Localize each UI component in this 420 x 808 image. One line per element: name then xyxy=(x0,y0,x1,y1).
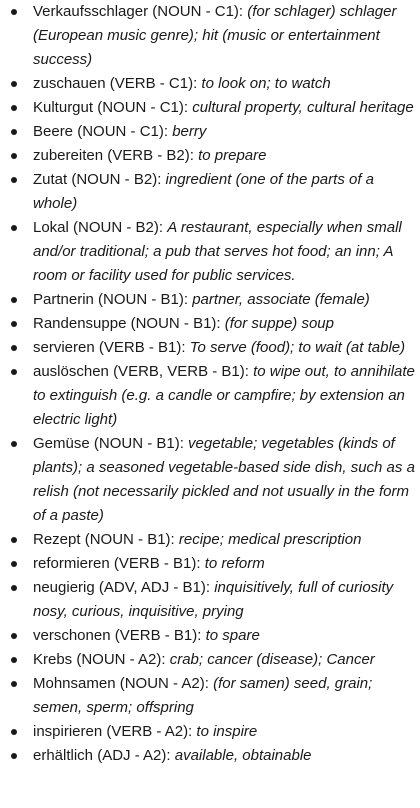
list-item xyxy=(0,576,420,624)
bullet-icon xyxy=(11,153,17,159)
entry-word: servieren xyxy=(33,339,95,356)
entry-info: (VERB, VERB - B1): xyxy=(113,363,249,380)
entry-definition: berry xyxy=(172,123,207,140)
entry-word: Lokal xyxy=(33,219,69,236)
entry-word: erhältlich xyxy=(33,747,94,764)
entry-definition: to spare xyxy=(205,627,260,644)
bullet-icon xyxy=(11,681,17,687)
entry-word: Partnerin xyxy=(33,291,94,308)
entry-definition: available, obtainable xyxy=(174,747,312,764)
entry-word: Rezept xyxy=(33,531,81,548)
list-item xyxy=(0,720,420,744)
bullet-icon xyxy=(11,729,17,735)
bullet-icon xyxy=(11,177,17,183)
entry-word: Gemüse xyxy=(33,435,90,452)
list-item xyxy=(0,0,420,72)
entry-definition: vegetable; vegetables (kinds of plants); a seasoned vegetable-based side dish, such as a relish (not necessarily pickled and not usually in the form of a paste) xyxy=(33,435,415,524)
list-item xyxy=(0,120,420,144)
entry-info: (NOUN - B2): xyxy=(71,171,162,188)
entry-definition: cultural property, cultural heritage xyxy=(192,99,414,116)
entry-info: (ADV, ADJ - B1): xyxy=(98,579,211,596)
entry-word: inspirieren xyxy=(33,723,103,740)
entry-definition: to look on; to watch xyxy=(201,75,331,92)
entry-definition: to wipe out, to annihilate to extinguish (e.g. a candle or campfire; by extension an electric light) xyxy=(33,363,415,428)
entry-word: neugierig xyxy=(33,579,95,596)
entry-info: (ADJ - A2): xyxy=(97,747,171,764)
list-item xyxy=(0,648,420,672)
bullet-icon xyxy=(11,633,17,639)
entry-info: (NOUN - B1): xyxy=(98,291,189,308)
entry-word: Randensuppe xyxy=(33,315,127,332)
list-item xyxy=(0,744,420,768)
entry-word: Zutat xyxy=(33,171,68,188)
list-item xyxy=(0,168,420,216)
entry-info: (VERB - B1): xyxy=(98,339,186,356)
entry-info: (NOUN - B2): xyxy=(73,219,164,236)
bullet-icon xyxy=(11,9,17,15)
list-item xyxy=(0,288,420,312)
entry-info: (VERB - A2): xyxy=(106,723,193,740)
entry-word: Beere xyxy=(33,123,74,140)
list-item xyxy=(0,96,420,120)
bullet-icon xyxy=(11,753,17,759)
entry-definition: partner, associate (female) xyxy=(192,291,370,308)
entry-definition: A restaurant, especially when small and/or traditional; a pub that serves hot food; an inn; A room or facility used for public services. xyxy=(33,219,402,284)
list-item xyxy=(0,672,420,720)
entry-word: Kulturgut xyxy=(33,99,94,116)
entry-definition: crab; cancer (disease); Cancer xyxy=(169,651,375,668)
list-item xyxy=(0,624,420,648)
entry-info: (NOUN - C1): xyxy=(97,99,189,116)
entry-info: (VERB - B1): xyxy=(114,627,202,644)
entry-word: auslöschen xyxy=(33,363,109,380)
bullet-icon xyxy=(11,321,17,327)
bullet-icon xyxy=(11,297,17,303)
list-item xyxy=(0,336,420,360)
entry-definition: to prepare xyxy=(198,147,267,164)
bullet-icon xyxy=(11,225,17,231)
list-item xyxy=(0,528,420,552)
bullet-icon xyxy=(11,537,17,543)
entry-word: Verkaufsschlager xyxy=(33,3,149,20)
entry-info: (NOUN - B1): xyxy=(84,531,175,548)
bullet-icon xyxy=(11,129,17,135)
entry-info: (NOUN - A2): xyxy=(76,651,166,668)
entry-info: (VERB - B1): xyxy=(113,555,201,572)
bullet-icon xyxy=(11,345,17,351)
entry-definition: recipe; medical prescription xyxy=(178,531,362,548)
list-item xyxy=(0,360,420,432)
entry-definition: (for suppe) soup xyxy=(224,315,334,332)
entry-info: (VERB - C1): xyxy=(109,75,198,92)
entry-info: (NOUN - B1): xyxy=(130,315,221,332)
entry-definition: ingredient (one of the parts of a whole) xyxy=(33,171,375,212)
entry-word: zubereiten xyxy=(33,147,104,164)
bullet-icon xyxy=(11,657,17,663)
entry-definition: to reform xyxy=(204,555,265,572)
entry-info: (NOUN - B1): xyxy=(93,435,184,452)
bullet-icon xyxy=(11,441,17,447)
list-item xyxy=(0,72,420,96)
entry-word: reformieren xyxy=(33,555,110,572)
entry-definition: inquisitively, full of curiosity nosy, curious, inquisitive, prying xyxy=(33,579,394,620)
entry-word: zuschauen xyxy=(33,75,106,92)
list-item xyxy=(0,216,420,288)
entry-word: Mohnsamen xyxy=(33,675,116,692)
bullet-icon xyxy=(11,369,17,375)
list-item xyxy=(0,144,420,168)
entry-info: (VERB - B2): xyxy=(107,147,194,164)
entry-definition: (for schlager) schlager (European music genre); hit (music or entertainment success) xyxy=(33,3,397,68)
bullet-icon xyxy=(11,81,17,87)
entry-definition: to inspire xyxy=(196,723,258,740)
entry-definition: (for samen) seed, grain; semen, sperm; offspring xyxy=(33,675,373,716)
list-item xyxy=(0,432,420,528)
entry-info: (NOUN - A2): xyxy=(119,675,209,692)
entry-info: (NOUN - C1): xyxy=(77,123,169,140)
entry-word: verschonen xyxy=(33,627,111,644)
bullet-icon xyxy=(11,585,17,591)
entry-word: Krebs xyxy=(33,651,73,668)
bullet-icon xyxy=(11,561,17,567)
list-item xyxy=(0,312,420,336)
entry-definition: To serve (food); to wait (at table) xyxy=(189,339,406,356)
entry-info: (NOUN - C1): xyxy=(152,3,244,20)
list-item xyxy=(0,552,420,576)
bullet-icon xyxy=(11,105,17,111)
